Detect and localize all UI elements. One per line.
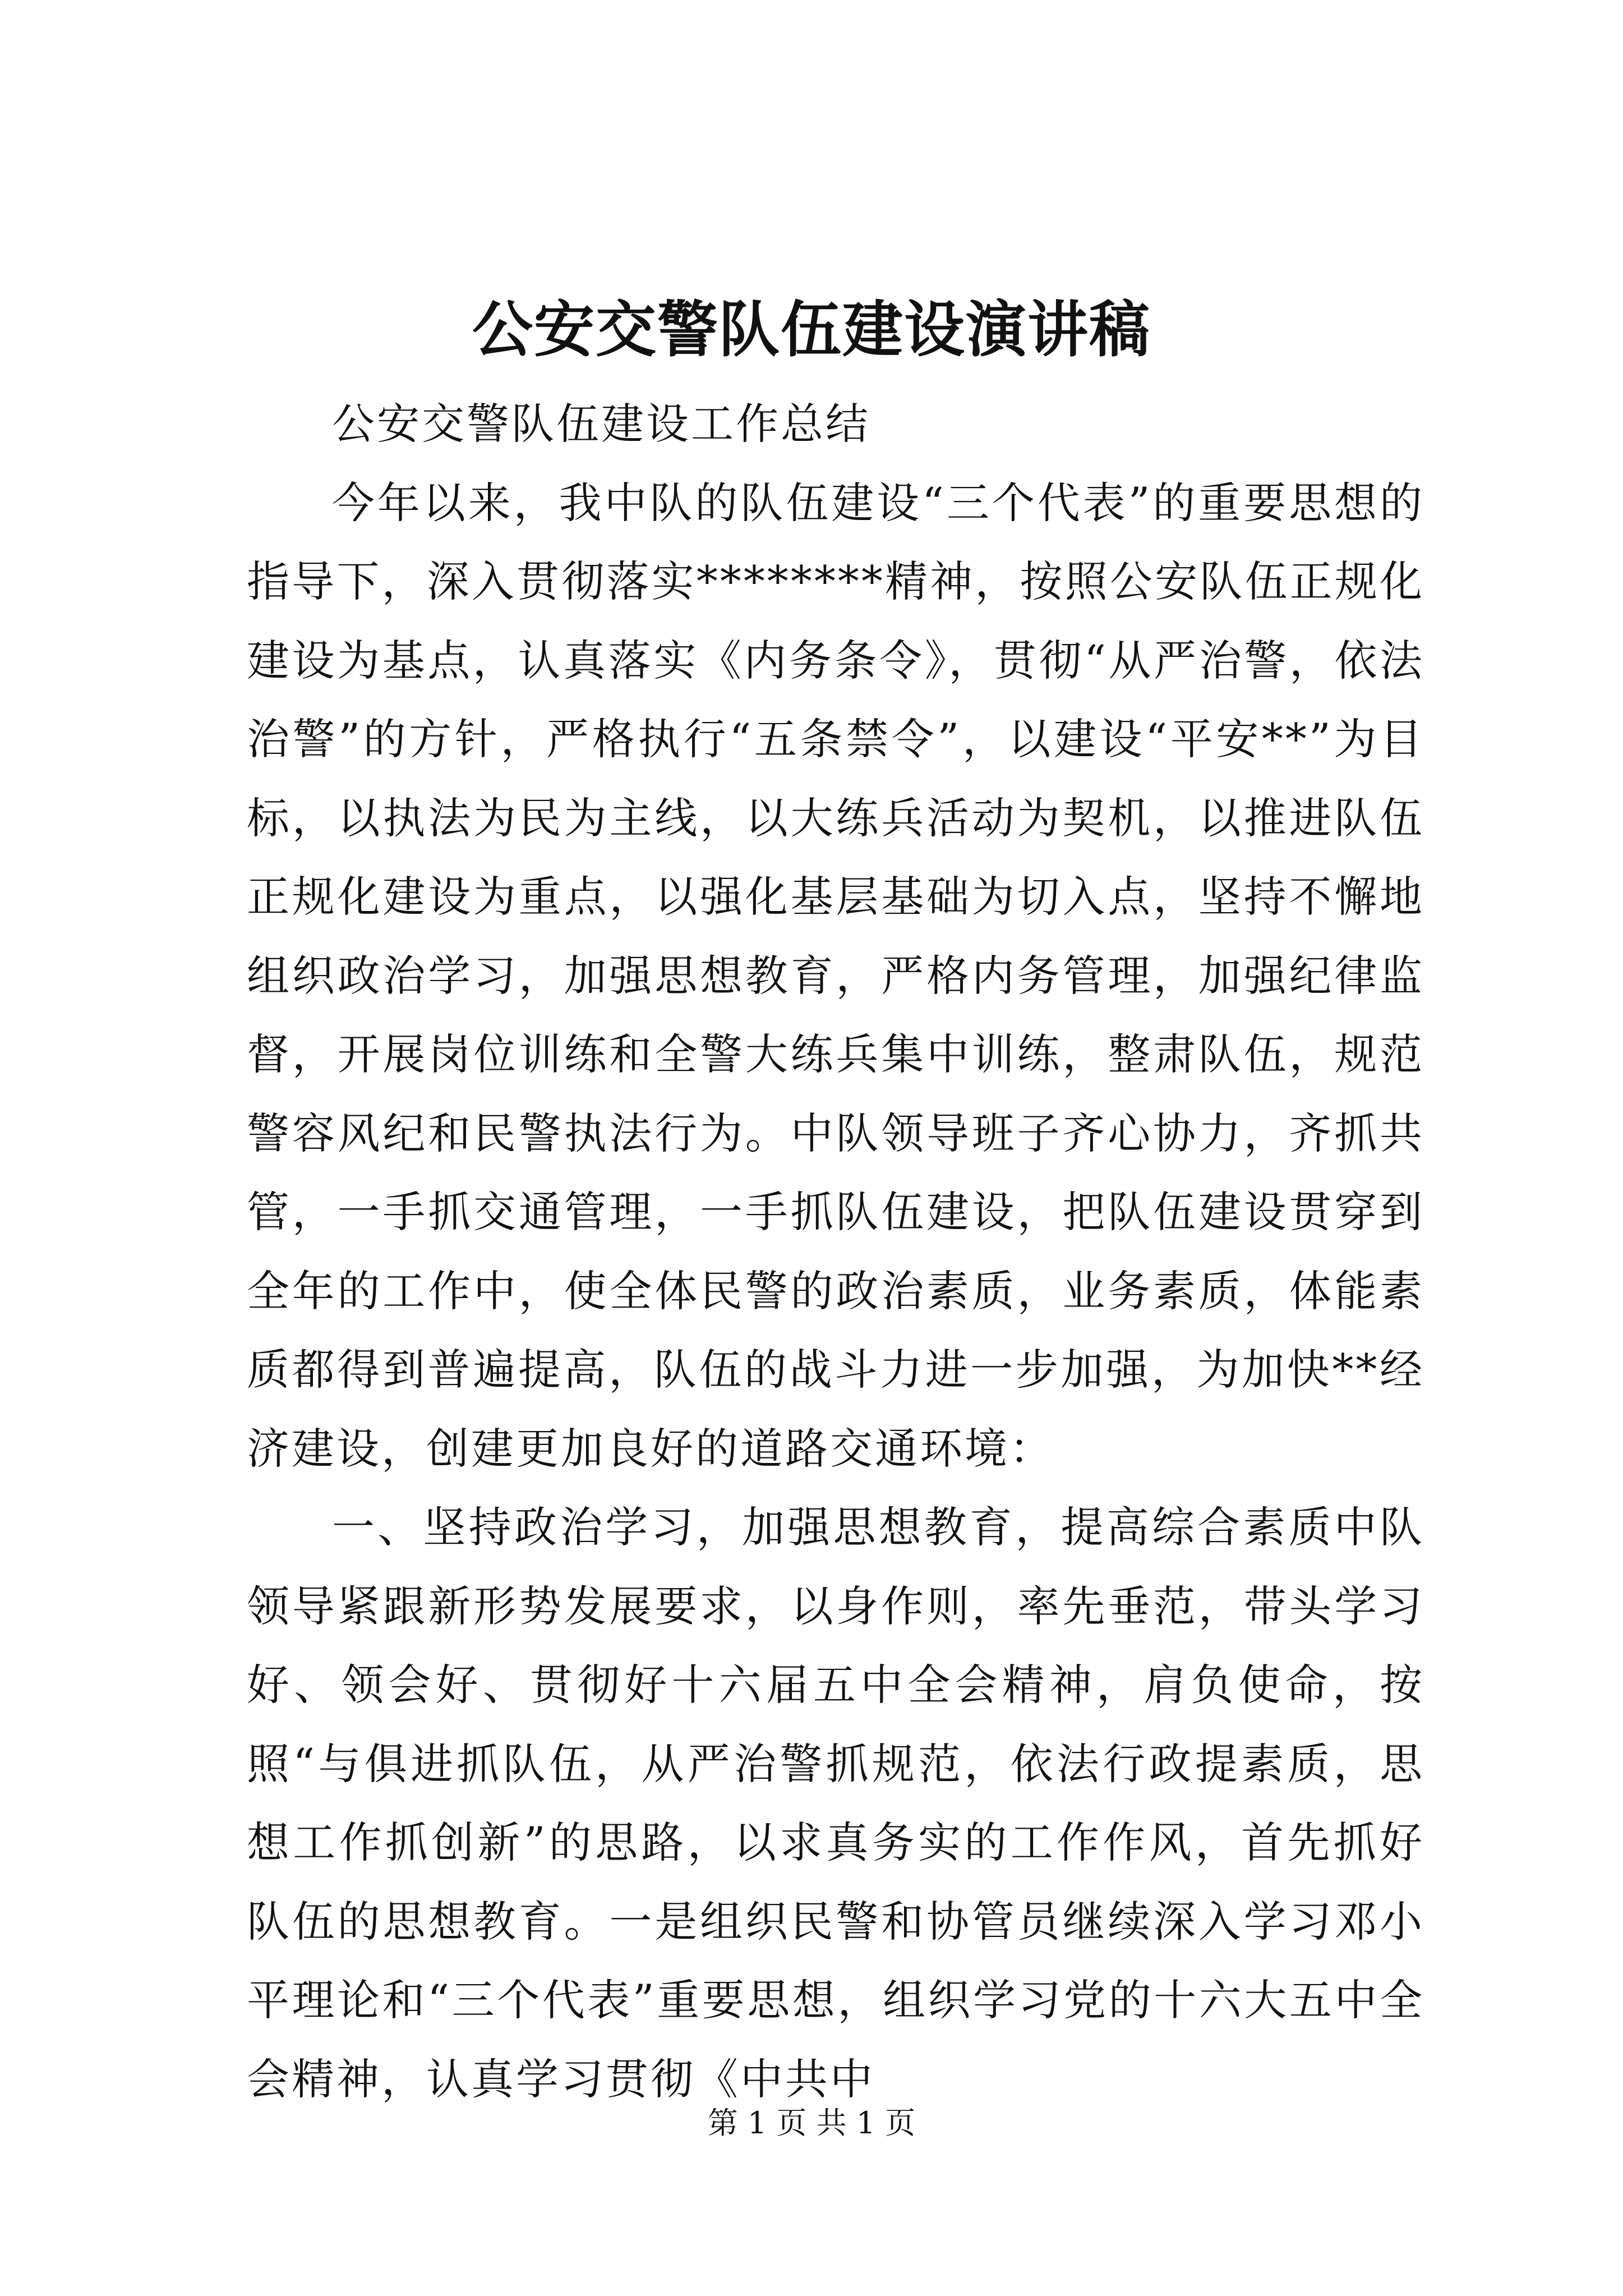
- document-title: 公安交警队伍建设演讲稿: [472, 295, 1151, 365]
- document-body: [247, 385, 1424, 2119]
- paragraph-intro: 今年以来，我中队的队伍建设“三个代表”的重要思想的指导下，深入贯彻落实********精神，按照公安队伍正规化建设为基点，认真落实《内务条令》，贯彻“从严治警，依法治警”的方针，严格执行“五条禁令”，以建设“平安**”为目标，以执法为民为主线，以大练兵活动为契机，以推进队伍正规化建设为重点，以强化基层基础为切入点，坚持不懈地组织政治学习，加强思想教育，严格内务管理，加强纪律监督，开展岗位训练和全警大练兵集中训练，整肃队伍，规范警容风纪和民警执法行为。中队领导班子齐心协力，齐抓共管，一手抓交通管理，一手抓队伍建设，把队伍建设贯穿到全年的工作中，使全体民警的政治素质，业务素质，体能素质都得到普遍提高，队伍的战斗力进一步加强，为加快**经济建设，创建更加良好的道路交通环境：: [247, 477, 1424, 1474]
- paragraph-subtitle: 公安交警队伍建设工作总结: [332, 399, 870, 449]
- page-footer: 第 1 页 共 1 页: [707, 2105, 916, 2141]
- paragraph-section-one: 一、坚持政治学习，加强思想教育，提高综合素质中队领导紧跟新形势发展要求，以身作则，率先垂范，带头学习好、领会好、贯彻好十六届五中全会精神，肩负使命，按照“与俱进抓队伍，从严治警抓规范，依法行政提素质，思想工作抓创新”的思路，以求真务实的工作作风，首先抓好队伍的思想教育。一是组织民警和协管员继续深入学习邓小平理论和“三个代表”重要思想，组织学习党的十六大五中全会精神，认真学习贯彻《中共中: [247, 1502, 1424, 2104]
